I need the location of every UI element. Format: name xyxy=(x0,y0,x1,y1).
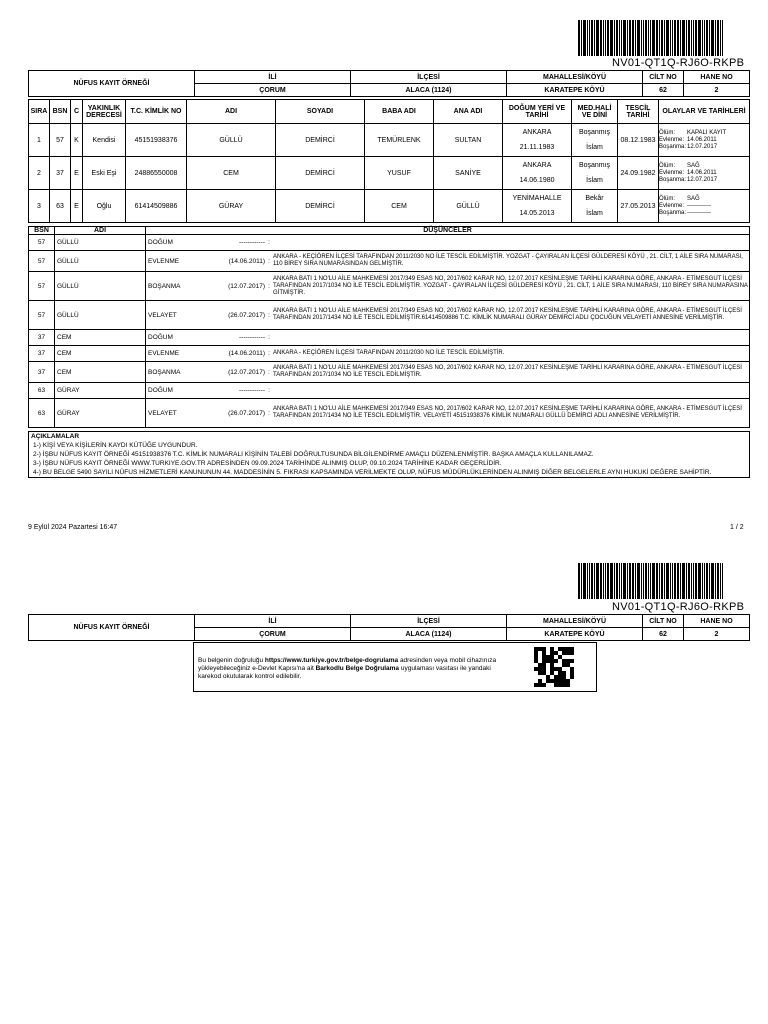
olay-label: Evlenme: xyxy=(659,169,685,176)
dogum-yeri: ANKARA xyxy=(522,129,552,136)
aciklama-item: 1-) KİŞİ VEYA KİŞİLERİN KAYDI KÜTÜĞE UYGUNDUR. xyxy=(33,442,198,449)
din: İslam xyxy=(586,210,603,217)
notes-col-dusunceler: DÜŞÜNCELER xyxy=(146,227,750,235)
note-bsn: 63 xyxy=(29,399,55,428)
il-value: ÇORUM xyxy=(195,628,351,641)
aciklamalar-section xyxy=(28,431,750,478)
din: İslam xyxy=(586,177,603,184)
cell-c: E xyxy=(71,190,83,223)
col-medhal: MED.HALİ VE DİNİ xyxy=(572,100,618,124)
note-tarih: (26.07.2017) xyxy=(228,409,265,417)
note-adi: CEM xyxy=(55,330,146,346)
note-row xyxy=(29,330,750,346)
note-bsn: 57 xyxy=(29,272,55,301)
note-row xyxy=(29,272,750,301)
olay-label: Boşanma: xyxy=(659,176,687,183)
note-tarih: (12.07.2017) xyxy=(228,368,265,376)
medeni-hal: Boşanmış xyxy=(578,129,611,136)
cell-yakinlik: Oğlu xyxy=(83,190,126,223)
col-c: C xyxy=(71,100,83,124)
note-adi: CEM xyxy=(55,346,146,362)
hane-label: HANE NO xyxy=(684,615,750,628)
qr-code xyxy=(534,647,574,687)
cell-tc: 45151938376 xyxy=(126,124,187,157)
aciklamalar-title: AÇIKLAMALAR xyxy=(31,433,80,440)
ilce-label: İLÇESİ xyxy=(351,615,507,628)
notes-table xyxy=(28,226,750,428)
olay-value: 14.06.2011 xyxy=(687,169,717,176)
cell-baba: TEMÜRLENK xyxy=(365,124,434,157)
note-bsn: 37 xyxy=(29,362,55,383)
cell-olaylar xyxy=(659,157,750,190)
olay-value: SAĞ xyxy=(687,195,700,202)
note-row xyxy=(29,399,750,428)
note-bsn: 57 xyxy=(29,235,55,251)
cilt-label: CİLT NO xyxy=(643,71,684,84)
dogum-yeri: YENİMAHALLE xyxy=(512,195,562,202)
olay-value: ------------ xyxy=(687,202,711,209)
note-adi: GÜLLÜ xyxy=(55,235,146,251)
cell-ana: SANİYE xyxy=(434,157,503,190)
olay-label: Evlenme: xyxy=(659,136,685,143)
cell-yakinlik: Eski Eşi xyxy=(83,157,126,190)
col-bsn: BSN xyxy=(50,100,71,124)
note-metin: ANKARA BATI 1 NO'LU AİLE MAHKEMESİ 2017/349 ESAS NO, 2017/602 KARAR NO, 12.07.2017 KESİNLEŞME TARİHLİ KARARINA GÖRE, ANKARA - ETİMESGUT İLÇESİ TARAFINDAN 2017/1034 NO İLE TESCİL EDİLMİŞTİR. xyxy=(273,365,742,378)
cell-bsn: 63 xyxy=(50,190,71,223)
ilce-label: İLÇESİ xyxy=(351,71,507,84)
note-row xyxy=(29,362,750,383)
note-adi: GÜRAY xyxy=(55,383,146,399)
note-tarih: (26.07.2017) xyxy=(228,311,265,319)
din: İslam xyxy=(586,144,603,151)
mahalle-value: KARATEPE KÖYÜ xyxy=(507,84,643,97)
medeni-hal: Boşanmış xyxy=(578,162,611,169)
note-olay: DOĞUM xyxy=(148,239,173,246)
barcode-top xyxy=(578,20,748,56)
cell-adi: CEM xyxy=(187,157,276,190)
il-label: İLİ xyxy=(195,615,351,628)
olay-value: 12.07.2017 xyxy=(687,143,718,150)
col-yakinlik: YAKINLIK DERECESİ xyxy=(83,100,126,124)
note-bsn: 63 xyxy=(29,383,55,399)
document-code: NV01-QT1Q-RJ6O-RKPB xyxy=(612,57,745,69)
cell-olaylar xyxy=(659,190,750,223)
person-row xyxy=(29,157,750,190)
col-baba: BABA ADI xyxy=(365,100,434,124)
note-adi: GÜLLÜ xyxy=(55,301,146,330)
note-olay: VELAYET xyxy=(148,311,177,319)
note-metin: ANKARA BATI 1 NO'LU AİLE MAHKEMESİ 2017/349 ESAS NO, 2017/602 KARAR NO, 12.07.2017 KESİNLEŞME TARİHLİ KARARINA GÖRE, ANKARA - ETİMESGUT İLÇESİ TARAFINDAN 2017/1434 NO İLE TESCİL EDİLMİŞTİR.61414509886 T.C. KİMLİK NUMARALI GÜRAY DEMİRCİ ADLI ÇOCUĞUN VELAYETİ ANNESİNE VERİLMİŞTİR. xyxy=(273,308,742,321)
cell-soyadi: DEMİRCİ xyxy=(276,157,365,190)
cell-yakinlik: Kendisi xyxy=(83,124,126,157)
cell-tescil: 24.09.1982 xyxy=(618,157,659,190)
note-metin: ANKARA - KEÇİÖREN İLÇESİ TARAFINDAN 2011/2030 NO İLE TESCİL EDİLMİŞTİR. YOZGAT - ÇAYIRALAN İLÇESİ GÜLDERESİ KÖYÜ , 21. CİLT, 1 AİLE SIRA NUMARASI, 110 BİREY SIRA NUMARASINDAN GELMİŞTİR. xyxy=(273,254,743,267)
hane-label: HANE NO xyxy=(684,71,750,84)
cell-c: K xyxy=(71,124,83,157)
cell-soyadi: DEMİRCİ xyxy=(276,124,365,157)
note-adi: GÜLLÜ xyxy=(55,272,146,301)
cell-sira: 1 xyxy=(29,124,50,157)
cilt-label: CİLT NO xyxy=(643,615,684,628)
note-bsn: 57 xyxy=(29,301,55,330)
cilt-value: 62 xyxy=(643,628,684,641)
persons-table xyxy=(28,99,750,223)
cell-soyadi: DEMİRCİ xyxy=(276,190,365,223)
page-title: NÜFUS KAYIT ÖRNEĞİ xyxy=(29,71,195,97)
cell-sira: 3 xyxy=(29,190,50,223)
note-bsn: 37 xyxy=(29,346,55,362)
medeni-hal: Bekâr xyxy=(585,195,604,202)
note-detail: DOĞUM ------------ : xyxy=(146,235,750,251)
cell-medhal xyxy=(572,157,618,190)
col-ana: ANA ADI xyxy=(434,100,503,124)
cell-tescil: 27.05.2013 xyxy=(618,190,659,223)
note-detail: DOĞUM ------------ : xyxy=(146,330,750,346)
olay-value: KAPALI KAYIT xyxy=(687,129,727,136)
cell-adi: GÜRAY xyxy=(187,190,276,223)
footer-date: 9 Eylül 2024 Pazartesi 16:47 xyxy=(28,524,118,531)
cell-c: E xyxy=(71,157,83,190)
cell-ana: SULTAN xyxy=(434,124,503,157)
dogum-tarihi: 14.05.2013 xyxy=(519,210,555,217)
hane-value: 2 xyxy=(684,84,750,97)
mahalle-value: KARATEPE KÖYÜ xyxy=(507,628,643,641)
cell-tc: 61414509886 xyxy=(126,190,187,223)
note-row xyxy=(29,251,750,272)
aciklama-item: 3-) İŞBU NÜFUS KAYIT ÖRNEĞİ WWW.TURKIYE.GOV.TR ADRESİNDEN 09.09.2024 TARİHİNDE ALINMIŞ OLUP, 09.10.2024 TARİHİNE KADAR GEÇERLİDİR. xyxy=(33,460,502,467)
page-title-second: NÜFUS KAYIT ÖRNEĞİ xyxy=(29,615,195,641)
note-adi: GÜRAY xyxy=(55,399,146,428)
note-adi: CEM xyxy=(55,362,146,383)
note-metin: ANKARA BATI 1 NO'LU AİLE MAHKEMESİ 2017/349 ESAS NO, 2017/602 KARAR NO, 12.07.2017 KESİNLEŞME TARİHLİ KARARINA GÖRE, ANKARA - ETİMESGUT İLÇESİ TARAFINDAN 2017/1434 NO İLE TESCİL EDİLMİŞTİR. VELAYETİ 45151938376 KİMLİK NUMARALI GÜLLÜ DEMİRCİ ADLI ANNESİNE VERİLMİŞTİR. xyxy=(273,406,742,419)
olay-label: Boşanma: xyxy=(659,143,687,150)
cell-bsn: 37 xyxy=(50,157,71,190)
cell-bsn: 57 xyxy=(50,124,71,157)
note-olay: EVLENME xyxy=(148,350,180,357)
cell-dogum xyxy=(503,124,572,157)
note-olay: VELAYET xyxy=(148,409,177,417)
col-dogum: DOĞUM YERİ VE TARİHİ xyxy=(503,100,572,124)
note-detail: BOŞANMA (12.07.2017) : ANKARA BATI 1 NO'LU AİLE MAHKEMESİ 2017/349 ESAS NO, 2017/602 KARAR NO, 12.07.2017 KESİNLEŞME TARİHLİ KARARINA GÖRE, ANKARA - ETİMESGUT İLÇESİ TARAFINDAN 2017/1034 NO İLE TESCİL EDİLMİŞTİR. xyxy=(146,362,750,383)
note-olay: DOĞUM xyxy=(148,387,173,394)
dogum-yeri: ANKARA xyxy=(522,162,552,169)
note-tarih: (14.06.2011) xyxy=(228,257,265,265)
note-row xyxy=(29,301,750,330)
verification-text: Bu belgenin doğruluğu https://www.turkiye.gov.tr/belge-dogrulama adresinden veya mobil cihazınıza yükleyebileceğiniz e-Devlet Kapısı'na ait Barkodlu Belge Doğrulama uygulaması vasıtası ile yandaki karekod okutularak kontrol edilebilir. xyxy=(198,657,497,680)
note-row xyxy=(29,346,750,362)
note-adi: GÜLLÜ xyxy=(55,251,146,272)
olay-value: ------------ xyxy=(687,209,711,216)
footer-page: 1 / 2 xyxy=(730,524,744,531)
olay-value: 14.06.2011 xyxy=(687,136,717,143)
cell-medhal xyxy=(572,190,618,223)
notes-col-adi: ADI xyxy=(55,227,146,235)
col-soyadi: SOYADI xyxy=(276,100,365,124)
cilt-value: 62 xyxy=(643,84,684,97)
note-olay: BOŞANMA xyxy=(148,368,181,376)
verification-box xyxy=(193,642,597,692)
cell-tescil: 08.12.1983 xyxy=(618,124,659,157)
olay-label: Evlenme: xyxy=(659,202,685,209)
olay-label: Boşanma: xyxy=(659,209,687,216)
note-detail: EVLENME (14.06.2011) : ANKARA - KEÇİÖREN İLÇESİ TARAFINDAN 2011/2030 NO İLE TESCİL EDİLMİŞTİR. xyxy=(146,346,750,362)
olay-label: Ölüm: xyxy=(659,162,676,169)
note-tarih: ------------ xyxy=(239,334,265,341)
header-table-second xyxy=(28,614,750,641)
cell-dogum xyxy=(503,157,572,190)
col-sira: SIRA xyxy=(29,100,50,124)
note-detail: DOĞUM ------------ : xyxy=(146,383,750,399)
note-detail: EVLENME (14.06.2011) : ANKARA - KEÇİÖREN İLÇESİ TARAFINDAN 2011/2030 NO İLE TESCİL EDİLMİŞTİR. YOZGAT - ÇAYIRALAN İLÇESİ GÜLDERESİ KÖYÜ , 21. CİLT, 1 AİLE SIRA NUMARASI, 110 BİREY SIRA NUMARASINDAN GELMİŞTİR. xyxy=(146,251,750,272)
olay-label: Ölüm: xyxy=(659,195,676,202)
note-olay: DOĞUM xyxy=(148,334,173,341)
cell-olaylar xyxy=(659,124,750,157)
dogum-tarihi: 14.06.1980 xyxy=(519,177,555,184)
mahalle-label: MAHALLESİ/KÖYÜ xyxy=(507,615,643,628)
cell-sira: 2 xyxy=(29,157,50,190)
header-table xyxy=(28,70,750,97)
document-code-second: NV01-QT1Q-RJ6O-RKPB xyxy=(612,601,745,613)
note-metin: ANKARA BATI 1 NO'LU AİLE MAHKEMESİ 2017/349 ESAS NO, 2017/602 KARAR NO, 12.07.2017 KESİNLEŞME TARİHLİ KARARINA GÖRE, ANKARA - ETİMESGUT İLÇESİ TARAFINDAN 2017/1034 NO İLE TESCİL EDİLMİŞTİR. YOZGAT - ÇAYIRALAN İLÇESİ GÜLDERESİ KÖYÜ , 21. CİLT, 1 AİLE SIRA NUMARASI, 110 BİREY SIRA NUMARASINA GİTMİŞTİR. xyxy=(273,275,748,296)
verification-url[interactable]: https://www.turkiye.gov.tr/belge-dogrulama xyxy=(264,657,399,664)
cell-baba: CEM xyxy=(365,190,434,223)
note-row xyxy=(29,383,750,399)
col-tc: T.C. KİMLİK NO xyxy=(126,100,187,124)
aciklama-item: 4-) BU BELGE 5490 SAYILI NÜFUS HİZMETLERİ KANUNUNUN 44. MADDESİNİN 5. FIKRASI KAPSAMINDA VERİLMEKTE OLUP, NÜFUS MÜDÜRLÜKLERİNDEN ALINMIŞ DİĞER BELGELERLE AYNI HUKUKİ DEĞERE SAHİPTİR. xyxy=(33,469,712,476)
olay-label: Ölüm: xyxy=(659,129,676,136)
note-tarih: (14.06.2011) xyxy=(228,350,265,357)
note-detail: BOŞANMA (12.07.2017) : ANKARA BATI 1 NO'LU AİLE MAHKEMESİ 2017/349 ESAS NO, 2017/602 KARAR NO, 12.07.2017 KESİNLEŞME TARİHLİ KARARINA GÖRE, ANKARA - ETİMESGUT İLÇESİ TARAFINDAN 2017/1034 NO İLE TESCİL EDİLMİŞTİR. YOZGAT - ÇAYIRALAN İLÇESİ GÜLDERESİ KÖYÜ , 21. CİLT, 1 AİLE SIRA NUMARASI, 110 BİREY SIRA NUMARASINA GİTMİŞTİR. xyxy=(146,272,750,301)
cell-tc: 24886550008 xyxy=(126,157,187,190)
cell-ana: GÜLLÜ xyxy=(434,190,503,223)
cell-baba: YUSUF xyxy=(365,157,434,190)
olay-value: SAĞ xyxy=(687,162,700,169)
note-tarih: ------------ xyxy=(239,387,265,394)
note-tarih: (12.07.2017) xyxy=(228,282,265,290)
ilce-value: ALACA (1124) xyxy=(351,84,507,97)
olay-value: 12.07.2017 xyxy=(687,176,718,183)
note-tarih: ------------ xyxy=(239,239,265,246)
note-olay: EVLENME xyxy=(148,257,180,265)
note-bsn: 57 xyxy=(29,251,55,272)
col-tescil: TESCİL TARİHİ xyxy=(618,100,659,124)
cell-adi: GÜLLÜ xyxy=(187,124,276,157)
note-row xyxy=(29,235,750,251)
note-olay: BOŞANMA xyxy=(148,282,181,290)
note-detail: VELAYET (26.07.2017) : ANKARA BATI 1 NO'LU AİLE MAHKEMESİ 2017/349 ESAS NO, 2017/602 KARAR NO, 12.07.2017 KESİNLEŞME TARİHLİ KARARINA GÖRE, ANKARA - ETİMESGUT İLÇESİ TARAFINDAN 2017/1434 NO İLE TESCİL EDİLMİŞTİR. VELAYETİ 45151938376 KİMLİK NUMARALI GÜLLÜ DEMİRCİ ADLI ANNESİNE VERİLMİŞTİR. xyxy=(146,399,750,428)
note-bsn: 37 xyxy=(29,330,55,346)
cell-dogum xyxy=(503,190,572,223)
dogum-tarihi: 21.11.1983 xyxy=(519,144,555,151)
il-value: ÇORUM xyxy=(195,84,351,97)
person-row xyxy=(29,190,750,223)
hane-value: 2 xyxy=(684,628,750,641)
col-olaylar: OLAYLAR VE TARİHLERİ xyxy=(659,100,750,124)
ilce-value: ALACA (1124) xyxy=(351,628,507,641)
mahalle-label: MAHALLESİ/KÖYÜ xyxy=(507,71,643,84)
person-row xyxy=(29,124,750,157)
note-metin: ANKARA - KEÇİÖREN İLÇESİ TARAFINDAN 2011/2030 NO İLE TESCİL EDİLMİŞTİR. xyxy=(273,350,505,356)
aciklama-item: 2-) İŞBU NÜFUS KAYIT ÖRNEĞİ 45151938376 T.C. KİMLİK NUMARALI KİŞİNİN TALEBİ DOĞRULTUSUNDA BİLGİLENDİRME AMAÇLI DÜZENLENMİŞTİR. BAŞKA AMAÇLA KULLANILAMAZ. xyxy=(33,451,594,458)
il-label: İLİ xyxy=(195,71,351,84)
barcode-second xyxy=(578,563,748,599)
col-adi: ADI xyxy=(187,100,276,124)
note-detail: VELAYET (26.07.2017) : ANKARA BATI 1 NO'LU AİLE MAHKEMESİ 2017/349 ESAS NO, 2017/602 KARAR NO, 12.07.2017 KESİNLEŞME TARİHLİ KARARINA GÖRE, ANKARA - ETİMESGUT İLÇESİ TARAFINDAN 2017/1434 NO İLE TESCİL EDİLMİŞTİR.61414509886 T.C. KİMLİK NUMARALI GÜRAY DEMİRCİ ADLI ÇOCUĞUN VELAYETİ ANNESİNE VERİLMİŞTİR. xyxy=(146,301,750,330)
cell-medhal xyxy=(572,124,618,157)
notes-col-bsn: BSN xyxy=(29,227,55,235)
